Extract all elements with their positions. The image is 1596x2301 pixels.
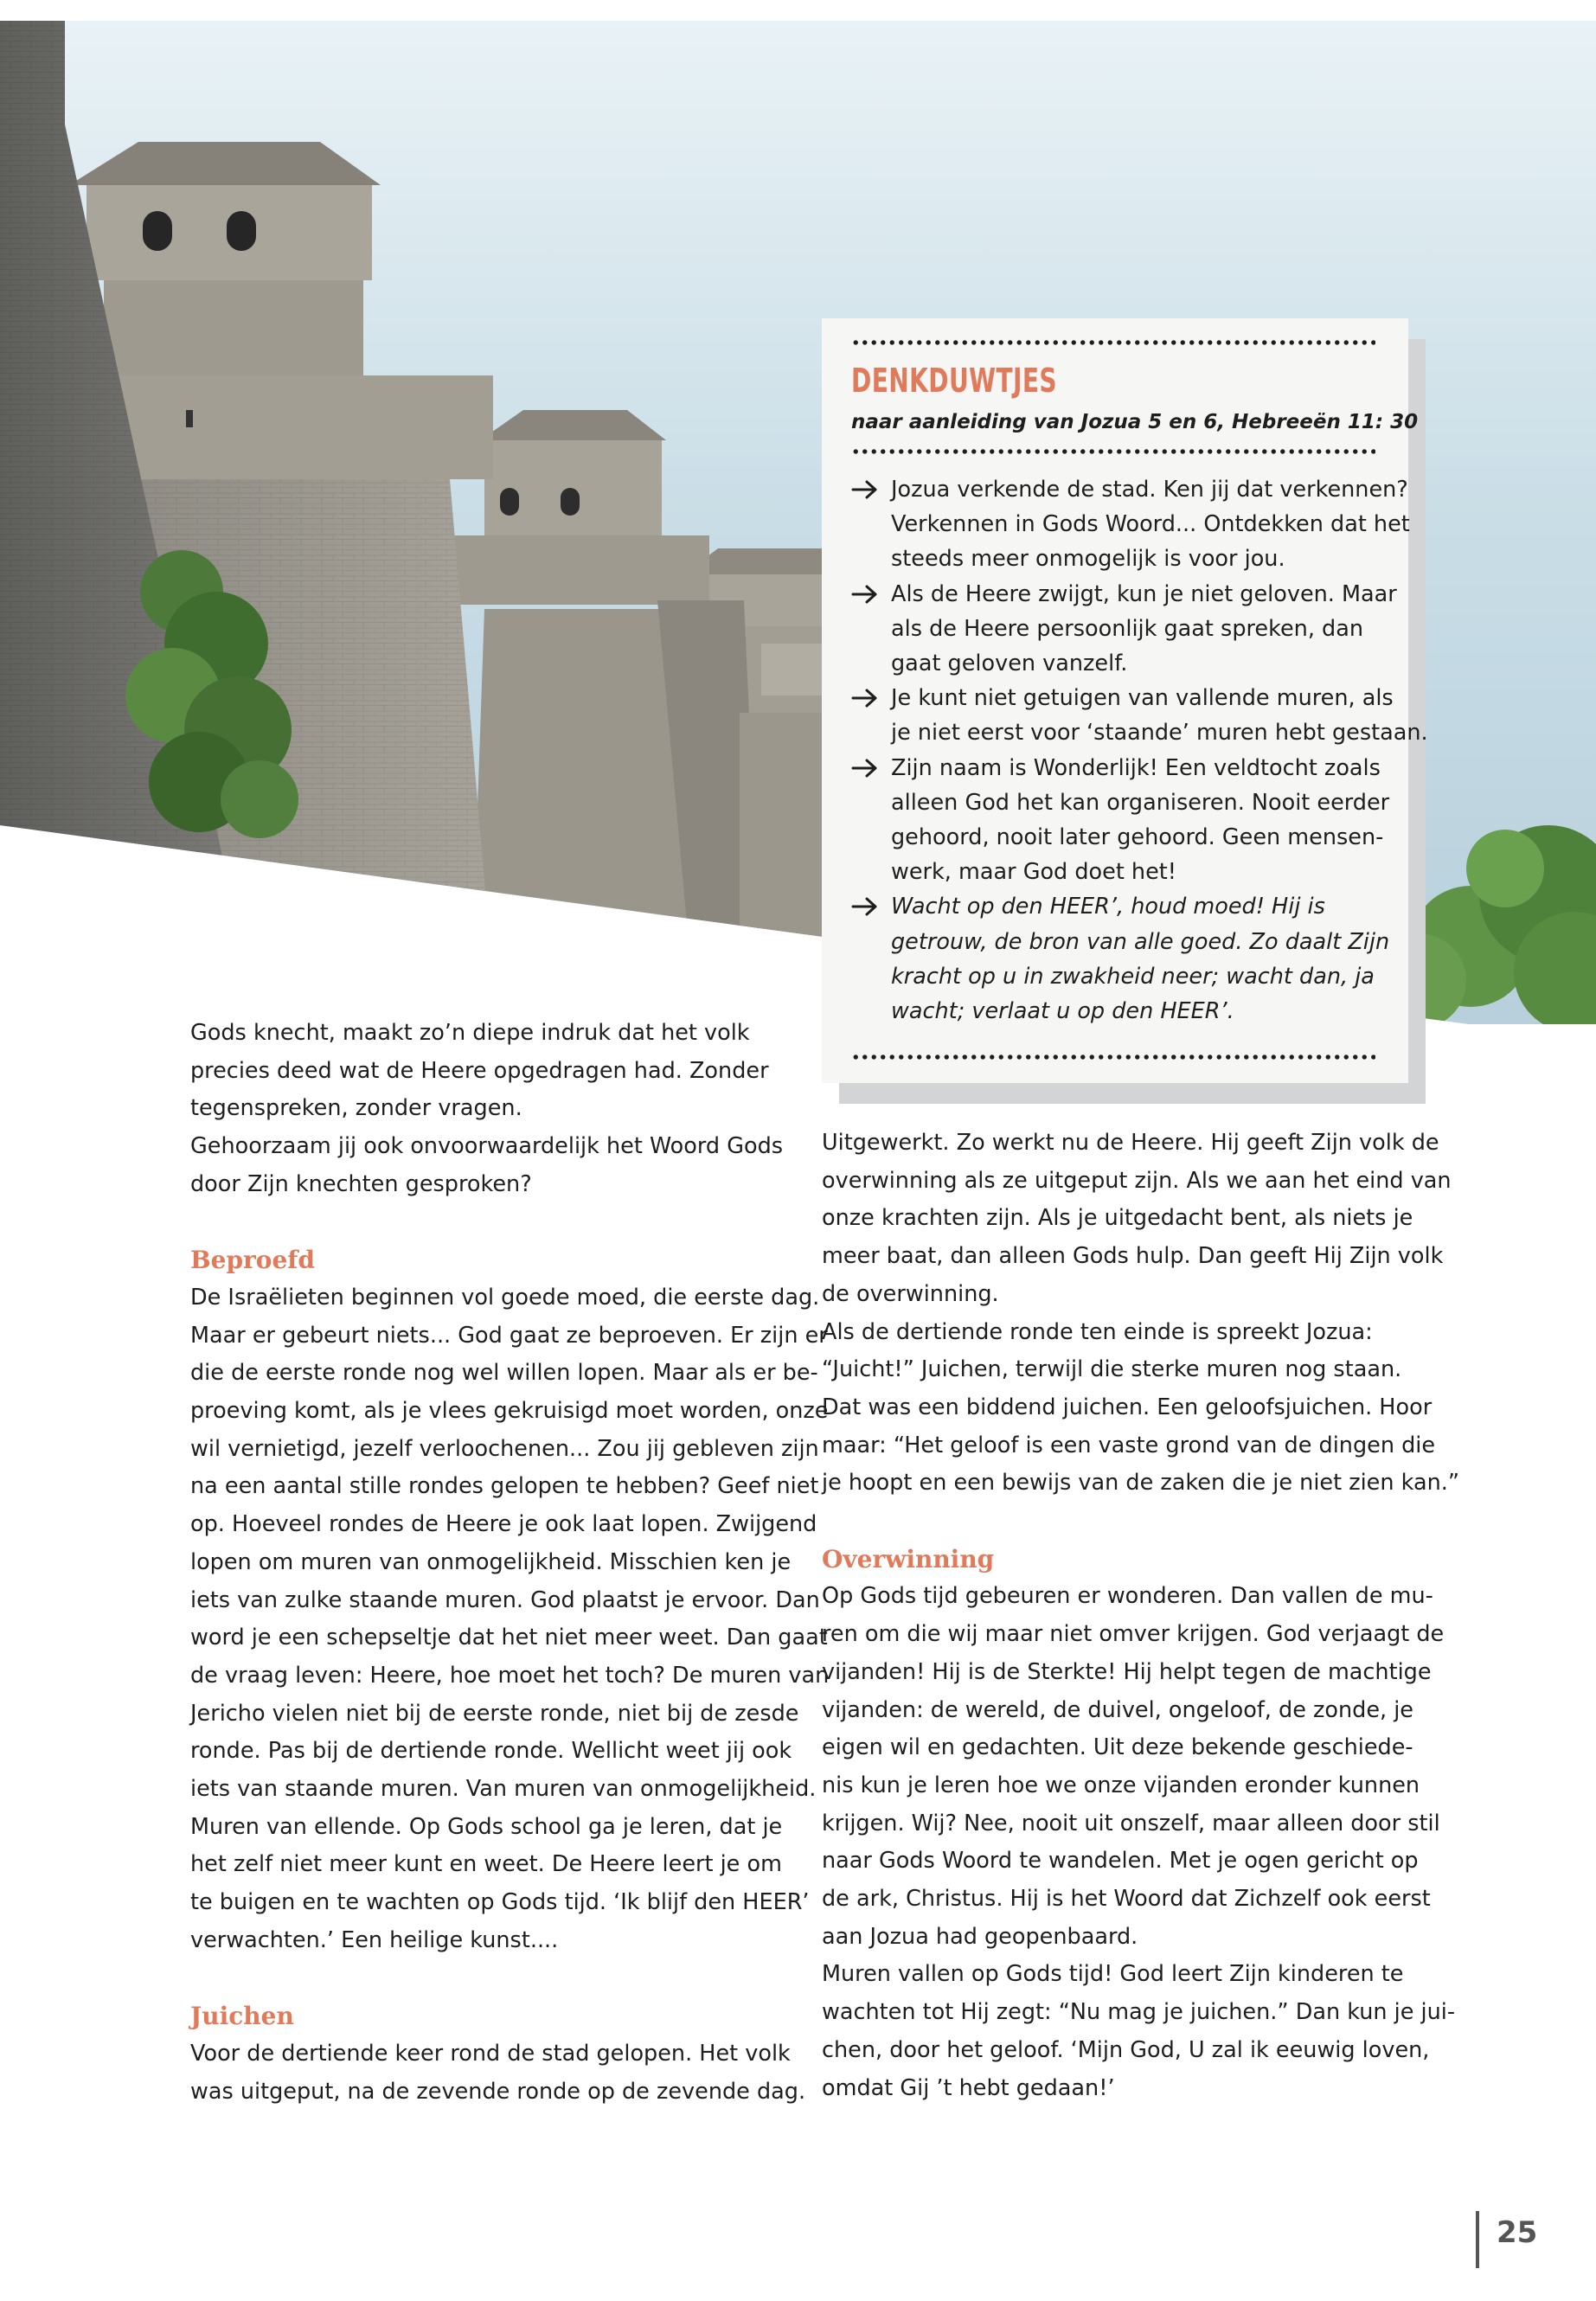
body-line: word je een schepseltje dat het niet meer weet. Dan gaat <box>190 1625 828 1651</box>
body-line: na een aantal stille rondes gelopen te hebben? Geef niet <box>190 1473 819 1500</box>
body-line: vijanden: de wereld, de duivel, ongeloof, de zonde, je <box>822 1696 1413 1723</box>
list-item-line: kracht op u in zwakheid neer; wacht dan, ja <box>891 963 1375 990</box>
left-column <box>190 1015 830 2111</box>
body-line: Muren vallen op Gods tijd! God leert Zijn kinderen te <box>822 1961 1404 1988</box>
list-item-line: wacht; verlaat u op den HEER’. <box>891 998 1234 1025</box>
list-item-line: werk, maar God doet het! <box>891 859 1176 886</box>
body-line: aan Jozua had geopenbaard. <box>822 1923 1138 1950</box>
dotted-divider-middle <box>851 448 1375 455</box>
body-line: door Zijn knechten gesproken? <box>190 1170 532 1197</box>
list-item <box>851 577 1397 682</box>
body-line: Gods knecht, maakt zo’n diepe indruk dat het volk <box>190 1020 750 1046</box>
list-item-line: getrouw, de bron van alle goed. Zo daalt Zijn <box>891 928 1390 955</box>
box-list <box>851 472 1428 1029</box>
list-item-line: Als de Heere zwijgt, kun je niet geloven. Maar <box>891 580 1397 607</box>
body-line: de overwinning. <box>822 1280 999 1307</box>
list-item-line: Zijn naam is Wonderlijk! Een veldtocht zoals <box>891 754 1381 781</box>
body-line: de vraag leven: Heere, hoe moet het toch? De muren van <box>190 1662 830 1689</box>
list-item-line: steeds meer onmogelijk is voor jou. <box>891 546 1285 573</box>
body-line: het zelf niet meer kunt en weet. De Heere leert je om <box>190 1851 782 1878</box>
dotted-divider-bottom <box>851 1054 1375 1061</box>
body-line: Maar er gebeurt niets... God gaat ze beproeven. Er zijn er <box>190 1322 828 1349</box>
body-line: Dat was een biddend juichen. Een geloofsjuichen. Hoor <box>822 1394 1433 1420</box>
body-line: Gehoorzaam jij ook onvoorwaardelijk het Woord Gods <box>190 1133 784 1160</box>
list-item-line: Je kunt niet getuigen van vallende muren, als <box>891 685 1394 712</box>
body-line: was uitgeput, na de zevende ronde op de zevende dag. <box>190 2078 806 2105</box>
body-line: naar Gods Woord te wandelen. Met je ogen gericht op <box>822 1848 1419 1875</box>
body-line: Voor de dertiende keer rond de stad gelopen. Het volk <box>190 2040 791 2067</box>
list-item-line: alleen God het kan organiseren. Nooit eerder <box>891 789 1390 816</box>
body-line: meer baat, dan alleen Gods hulp. Dan geeft Hij Zijn volk <box>822 1243 1444 1270</box>
body-line: ronde. Pas bij de dertiende ronde. Wellicht weet jij ook <box>190 1738 792 1765</box>
list-item <box>851 681 1428 750</box>
body-line: die de eerste ronde nog wel willen lopen. Maar als er be- <box>190 1360 818 1387</box>
body-line: te buigen en te wachten op Gods tijd. ‘Ik blijf den HEER’ <box>190 1889 810 1916</box>
arrow-right-icon <box>851 479 879 500</box>
body-line: tegenspreken, zonder vragen. <box>190 1095 522 1122</box>
arrow-right-icon <box>851 896 879 917</box>
box-title: DENKDUWTJES <box>851 362 1058 400</box>
body-line: wachten tot Hij zegt: “Nu mag je juichen.” Dan kun je jui- <box>822 1999 1456 2026</box>
list-item-line: gaat geloven vanzelf. <box>891 651 1128 677</box>
body-line: vijanden! Hij is de Sterkte! Hij helpt tegen de machtige <box>822 1658 1432 1685</box>
body-line: lopen om muren van onmogelijkheid. Misschien ken je <box>190 1548 792 1575</box>
body-line: wil vernietigd, jezelf verloochenen... Zou jij gebleven zijn <box>190 1435 819 1462</box>
dotted-divider-top <box>851 339 1375 346</box>
body-line: onze krachten zijn. Als je uitgedacht bent, als niets je <box>822 1205 1413 1232</box>
list-item-line: gehoord, nooit later gehoord. Geen mensen- <box>891 824 1384 851</box>
section-heading-overwinning: Overwinning <box>822 1544 995 1574</box>
body-line: ren om die wij maar niet omver krijgen. God verjaagt de <box>822 1621 1445 1648</box>
body-line: Muren van ellende. Op Gods school ga je leren, dat je <box>190 1813 783 1840</box>
list-item-quote <box>851 889 1388 1029</box>
right-column <box>822 1125 1460 2107</box>
body-line: krijgen. Wij? Nee, nooit uit onszelf, maar alleen door stil <box>822 1810 1440 1836</box>
body-line: Als de dertiende ronde ten einde is spreekt Jozua: <box>822 1318 1373 1345</box>
body-line: Jericho vielen niet bij de eerste ronde, niet bij de zesde <box>190 1700 799 1727</box>
arrow-right-icon <box>851 584 879 605</box>
denkduwtjes-box <box>822 318 1428 1083</box>
body-line: maar: “Het geloof is een vaste grond van de dingen die <box>822 1432 1436 1458</box>
body-line: nis kun je leren hoe we onze vijanden eronder kunnen <box>822 1772 1420 1798</box>
body-line: De Israëlieten beginnen vol goede moed, die eerste dag. <box>190 1284 820 1311</box>
body-line: chen, door het geloof. ‘Mijn God, U zal ik eeuwig loven, <box>822 2036 1430 2063</box>
body-line: “Juicht!” Juichen, terwijl die sterke muren nog staan. <box>822 1356 1402 1383</box>
body-line: omdat Gij ’t hebt gedaan!’ <box>822 2074 1115 2101</box>
list-item-line: Jozua verkende de stad. Ken jij dat verkennen? <box>891 477 1408 503</box>
body-line: de ark, Christus. Hij is het Woord dat Zichzelf ook eerst <box>822 1886 1431 1913</box>
arrow-right-icon <box>851 688 879 708</box>
list-item-line: Wacht op den HEER’, houd moed! Hij is <box>891 894 1325 920</box>
arrow-right-icon <box>851 758 879 779</box>
body-line: precies deed wat de Heere opgedragen had. Zonder <box>190 1057 769 1084</box>
body-line: overwinning als ze uitgeput zijn. Als we aan het eind van <box>822 1167 1452 1194</box>
list-item-line: je niet eerst voor ‘staande’ muren hebt gestaan. <box>891 720 1428 747</box>
page-number: 25 <box>1476 2211 1537 2268</box>
body-line: proeving komt, als je vlees gekruisigd moet worden, onze <box>190 1398 829 1425</box>
list-item-line: als de Heere persoonlijk gaat spreken, dan <box>891 615 1364 642</box>
section-heading-beproefd: Beproefd <box>190 1246 315 1275</box>
body-line: Op Gods tijd gebeuren er wonderen. Dan vallen de mu- <box>822 1583 1433 1610</box>
body-line: op. Hoeveel rondes de Heere je ook laat lopen. Zwijgend <box>190 1511 817 1538</box>
body-line: iets van staande muren. Van muren van onmogelijkheid. <box>190 1776 817 1803</box>
list-item <box>851 751 1388 890</box>
body-line: eigen wil en gedachten. Uit deze bekende geschiede- <box>822 1734 1413 1761</box>
body-line: iets van zulke staande muren. God plaatst je ervoor. Dan <box>190 1586 820 1613</box>
list-item-line: Verkennen in Gods Woord... Ontdekken dat het <box>891 511 1410 538</box>
box-subtitle: naar aanleiding van Jozua 5 en 6, Hebreeën 11: 30 <box>851 411 1419 433</box>
list-item <box>851 472 1410 577</box>
body-line: verwachten.’ Een heilige kunst.... <box>190 1926 559 1953</box>
section-heading-juichen: Juichen <box>190 2002 294 2031</box>
body-line: Uitgewerkt. Zo werkt nu de Heere. Hij geeft Zijn volk de <box>822 1130 1439 1156</box>
body-line: je hoopt en een bewijs van de zaken die je niet zien kan.” <box>822 1470 1460 1497</box>
